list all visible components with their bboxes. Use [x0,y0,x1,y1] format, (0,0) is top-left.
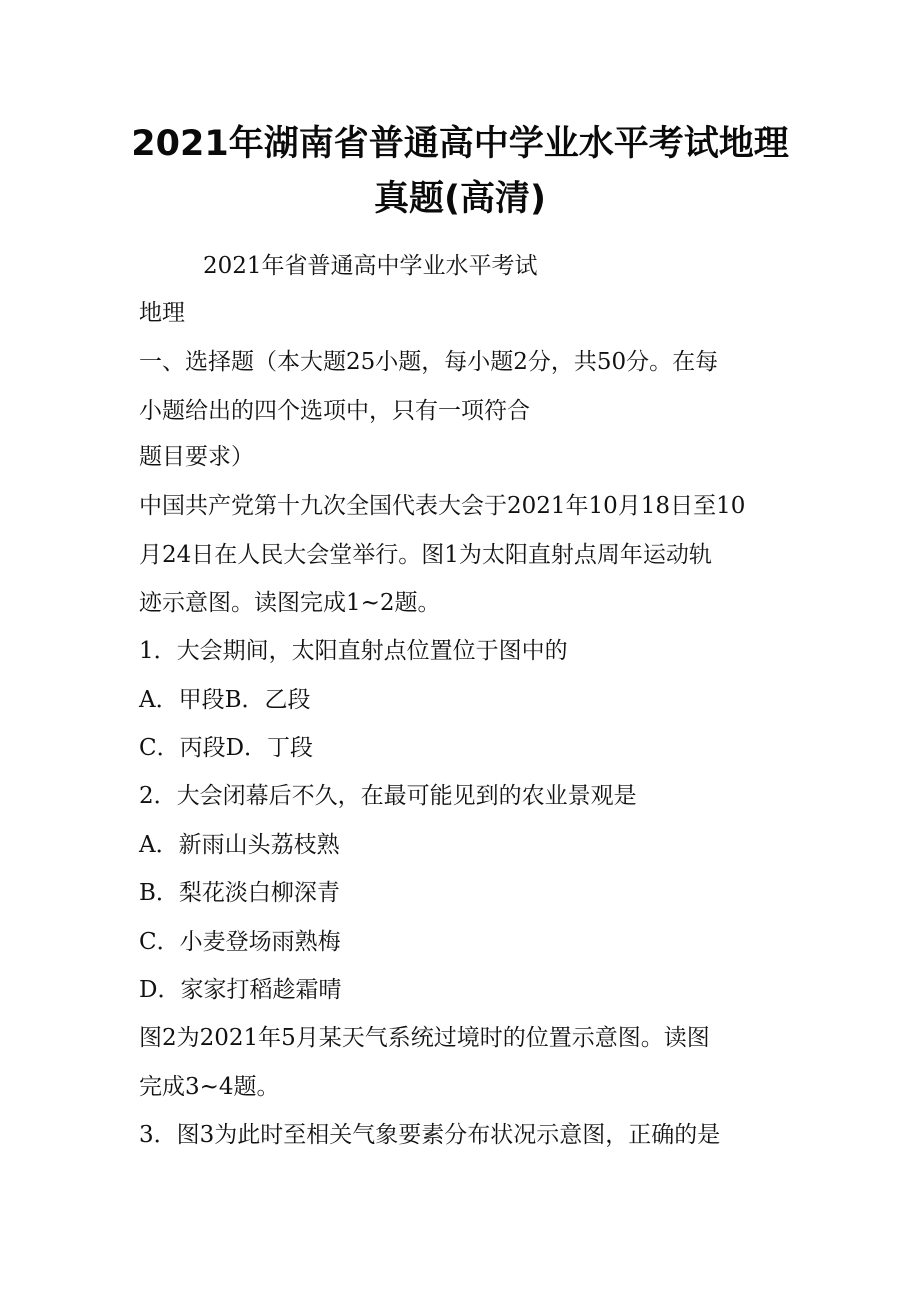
subject-label: 地理 [139,300,185,326]
question-3: 3．图3为此时至相关气象要素分布状况示意图，正确的是 [139,1122,721,1148]
passage-2-line-2: 完成3~4题。 [139,1074,280,1100]
question-2-option-b: B．梨花淡白柳深青 [139,880,340,906]
question-2-option-d: D．家家打稻趁霜晴 [139,977,342,1003]
section-instruction-line-3: 题目要求） [139,444,254,470]
passage-1-line-1: 中国共产党第十九次全国代表大会于2021年10月18日至10 [139,493,746,519]
exam-heading: 2021年省普通高中学业水平考试 [203,253,538,279]
passage-1-line-2: 月24日在人民大会堂举行。图1为太阳直射点周年运动轨 [139,542,712,568]
question-1-options-cd: C．丙段D．丁段 [139,735,314,761]
document-title-line-1: 2021年湖南省普通高中学业水平考试地理 [131,124,789,164]
question-2-option-a: A．新雨山头荔枝熟 [139,832,340,858]
question-2-option-c: C．小麦登场雨熟梅 [139,929,341,955]
section-instruction-line-1: 一、选择题（本大题25小题，每小题2分，共50分。在每 [139,349,719,375]
question-1-options-ab: A．甲段B．乙段 [139,687,311,713]
document-title-line-2: 真题(高清) [374,179,546,219]
passage-1-line-3: 迹示意图。读图完成1~2题。 [139,590,441,616]
question-1: 1．大会期间，太阳直射点位置位于图中的 [139,638,568,664]
question-2: 2．大会闭幕后不久，在最可能见到的农业景观是 [139,783,637,809]
section-instruction-line-2: 小题给出的四个选项中，只有一项符合 [139,398,530,424]
passage-2-line-1: 图2为2021年5月某天气系统过境时的位置示意图。读图 [139,1025,710,1051]
